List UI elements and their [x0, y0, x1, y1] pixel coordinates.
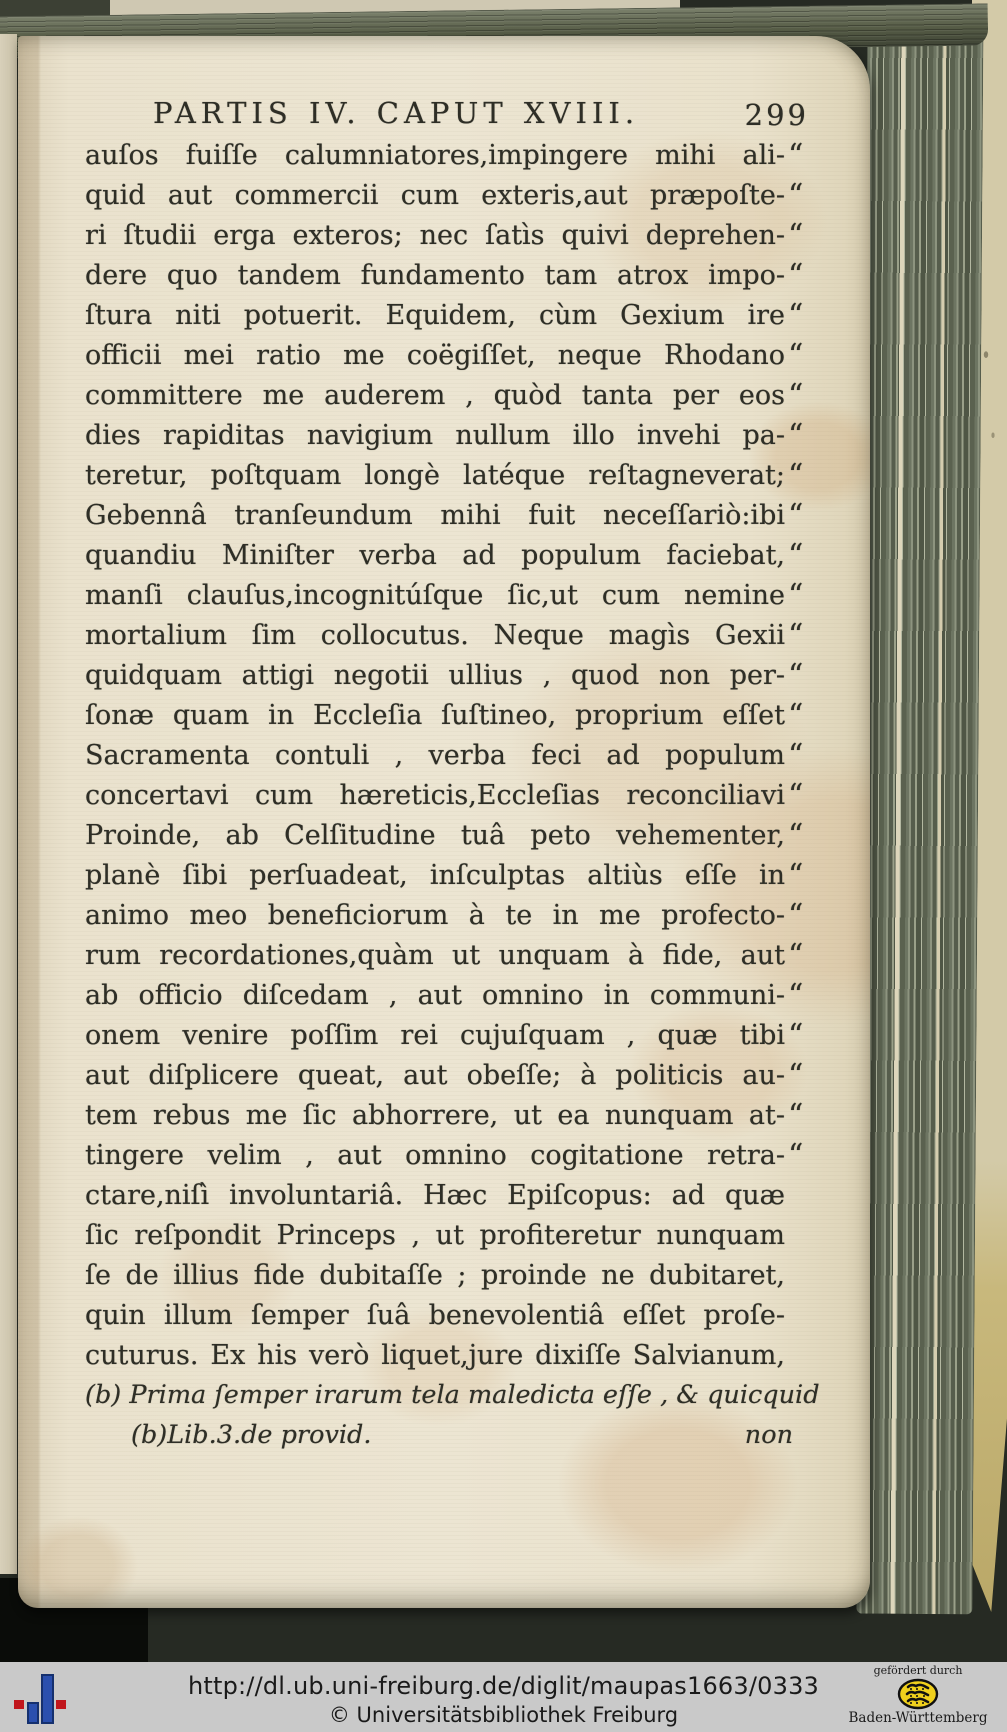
text-line [85, 260, 809, 300]
text-line [85, 780, 809, 820]
text-line [85, 1060, 809, 1100]
margin-quote-mark: “ [788, 738, 802, 773]
book-page [18, 36, 870, 1608]
margin-quote-mark: “ [788, 338, 802, 373]
text-line [85, 660, 809, 700]
text-line [85, 1340, 809, 1380]
text-line [85, 420, 809, 460]
text-line [85, 1300, 809, 1340]
text-line-content: committere me auderem , quòd tanta per eos [85, 380, 785, 411]
footnote-reference: (b)Lib.3.de provid. [131, 1420, 372, 1450]
margin-quote-mark: “ [788, 858, 802, 893]
facing-page-sliver [0, 34, 17, 1574]
margin-quote-mark: “ [788, 418, 802, 453]
text-line-content: tingere velim , aut omnino cogitatione retra- [85, 1140, 785, 1171]
text-line [85, 620, 809, 660]
margin-quote-mark: “ [788, 658, 802, 693]
text-line [85, 540, 809, 580]
text-line [85, 300, 809, 340]
text-line [85, 500, 809, 540]
margin-quote-mark: “ [788, 258, 802, 293]
text-line-content: ab officio diſcedam , aut omnino in communi- [85, 980, 785, 1011]
text-line-content: quandiu Miniſter verba ad populum faciebat, [85, 540, 785, 571]
footer-bar [0, 1662, 1007, 1732]
margin-quote-mark: “ [788, 1098, 802, 1133]
footnote-reference-row [85, 1420, 793, 1460]
text-line-content: ſe de illius fide dubitaſſe ; proinde ne dubitaret, [85, 1260, 785, 1291]
margin-quote-mark: “ [788, 378, 802, 413]
funding-region: Baden-Württemberg [848, 1710, 988, 1726]
margin-quote-mark: “ [788, 458, 802, 493]
margin-quote-mark: “ [788, 1018, 802, 1053]
text-line [85, 1140, 809, 1180]
text-line-content: cuturus. Ex his verò liquet,jure dixiſſe Salvianum, [85, 1340, 785, 1371]
copyright-notice: © Universitätsbibliothek Freiburg [328, 1703, 679, 1727]
margin-quote-mark: “ [788, 538, 802, 573]
text-line-content: ſtura niti potuerit. Equidem, cùm Gexium ire [85, 300, 785, 331]
margin-quote-mark: “ [788, 618, 802, 653]
text-line-content: onem venire poſſim rei cujuſquam , quæ tibi [85, 1020, 785, 1051]
text-line-content: teretur, poſtquam longè latéque reſtagneverat; [85, 460, 785, 491]
margin-quote-mark: “ [788, 218, 802, 253]
margin-quote-mark: “ [788, 938, 802, 973]
text-line-content: aut diſplicere queat, aut obeſſe; à politicis au- [85, 1060, 785, 1091]
baden-wuerttemberg-coat-of-arms-icon [896, 1678, 940, 1710]
printed-content [85, 96, 820, 1450]
margin-quote-mark: “ [788, 498, 802, 533]
funding-label: gefördert durch [873, 1664, 963, 1677]
text-line-content: manſi clauſus,incognitúſque ſic,ut cum nemine [85, 580, 785, 611]
text-line [85, 1220, 809, 1260]
text-line [85, 1020, 809, 1060]
margin-quote-mark: “ [788, 898, 802, 933]
catchword: non [744, 1420, 793, 1450]
margin-quote-mark: “ [788, 978, 802, 1013]
text-line-content: quid aut commercii cum exteris,aut præpoſte- [85, 180, 785, 211]
text-line [85, 740, 809, 780]
margin-quote-mark: “ [788, 1138, 802, 1173]
text-line [85, 1180, 809, 1220]
text-line [85, 380, 809, 420]
margin-quote-mark: “ [788, 298, 802, 333]
page-header [85, 96, 809, 140]
text-line-content: officii mei ratio me coëgiſſet, neque Rhodano [85, 340, 785, 371]
text-line-content: rum recordationes,quàm ut unquam à fide, aut [85, 940, 785, 971]
text-line-content: concertavi cum hæreticis,Eccleſias reconciliavi [85, 780, 785, 811]
margin-quote-mark: “ [788, 138, 802, 173]
text-line [85, 140, 809, 180]
text-line [85, 900, 809, 940]
text-line-content: tem rebus me ſic abhorrere, ut ea nunquam at- [85, 1100, 785, 1131]
margin-quote-mark: “ [788, 178, 802, 213]
text-line [85, 460, 809, 500]
margin-quote-mark: “ [788, 698, 802, 733]
margin-quote-mark: “ [788, 818, 802, 853]
text-line-content: ſic reſpondit Princeps , ut profiteretur nunquam [85, 1220, 785, 1251]
text-line [85, 1100, 809, 1140]
source-url: http://dl.ub.uni-freiburg.de/diglit/maupas1663/0333 [187, 1672, 820, 1700]
text-line [85, 940, 809, 980]
text-line [85, 820, 809, 860]
body-text [85, 138, 820, 1460]
text-line-content: Gebennâ tranſeundum mihi fuit neceſſariò:ibi [85, 500, 785, 531]
margin-quote-mark: “ [788, 778, 802, 813]
text-line-content: Sacramenta contuli , verba feci ad populum [85, 740, 785, 771]
text-line [85, 1260, 809, 1300]
text-line-content: ſonæ quam in Eccleſia ſuſtineo, proprium eſſet [85, 700, 785, 731]
text-line [85, 220, 809, 260]
text-line-content: Proinde, ab Celſitudine tuâ peto vehementer, [85, 820, 785, 851]
text-line-content: ctare,niſì involuntariâ. Hæc Epiſcopus: ad quæ [85, 1180, 785, 1211]
text-line-content: planè ſibi perſuadeat, inſculptas altiùs eſſe in [85, 860, 785, 891]
page-number: 299 [744, 98, 809, 132]
margin-quote-mark: “ [788, 578, 802, 613]
text-line-content: dies rapiditas navigium nullum illo invehi pa- [85, 420, 785, 451]
footnote-italic-line: (b) Prima ſemper irarum tela maledicta eſſe , & quicquid [85, 1380, 820, 1410]
text-line [85, 580, 809, 620]
text-line-content: quin illum ſemper ſuâ benevolentiâ eſſet proſe- [85, 1300, 785, 1331]
text-line [85, 860, 809, 900]
text-line-content: ri ſtudii erga exteros; nec ſatìs quivi deprehen- [85, 220, 785, 251]
text-line [85, 340, 809, 380]
text-line-content: auſos fuiſſe calumniatores,impingere mihi ali- [85, 140, 785, 171]
text-line [85, 180, 809, 220]
fore-edge-stripes [856, 6, 983, 1615]
funding-block [843, 1664, 993, 1726]
text-line-content: mortalium ſim collocutus. Neque magìs Gexii [85, 620, 785, 651]
text-line-content: quidquam attigi negotii ullius , quod non per- [85, 660, 785, 691]
margin-quote-mark: “ [788, 1058, 802, 1093]
text-line-content: animo meo beneficiorum à te in me profecto- [85, 900, 785, 931]
text-line [85, 980, 809, 1020]
text-line-content: dere quo tandem fundamento tam atrox impo- [85, 260, 785, 291]
text-line [85, 700, 809, 740]
chapter-title: PARTIS IV. CAPUT XVIII. [153, 96, 640, 130]
